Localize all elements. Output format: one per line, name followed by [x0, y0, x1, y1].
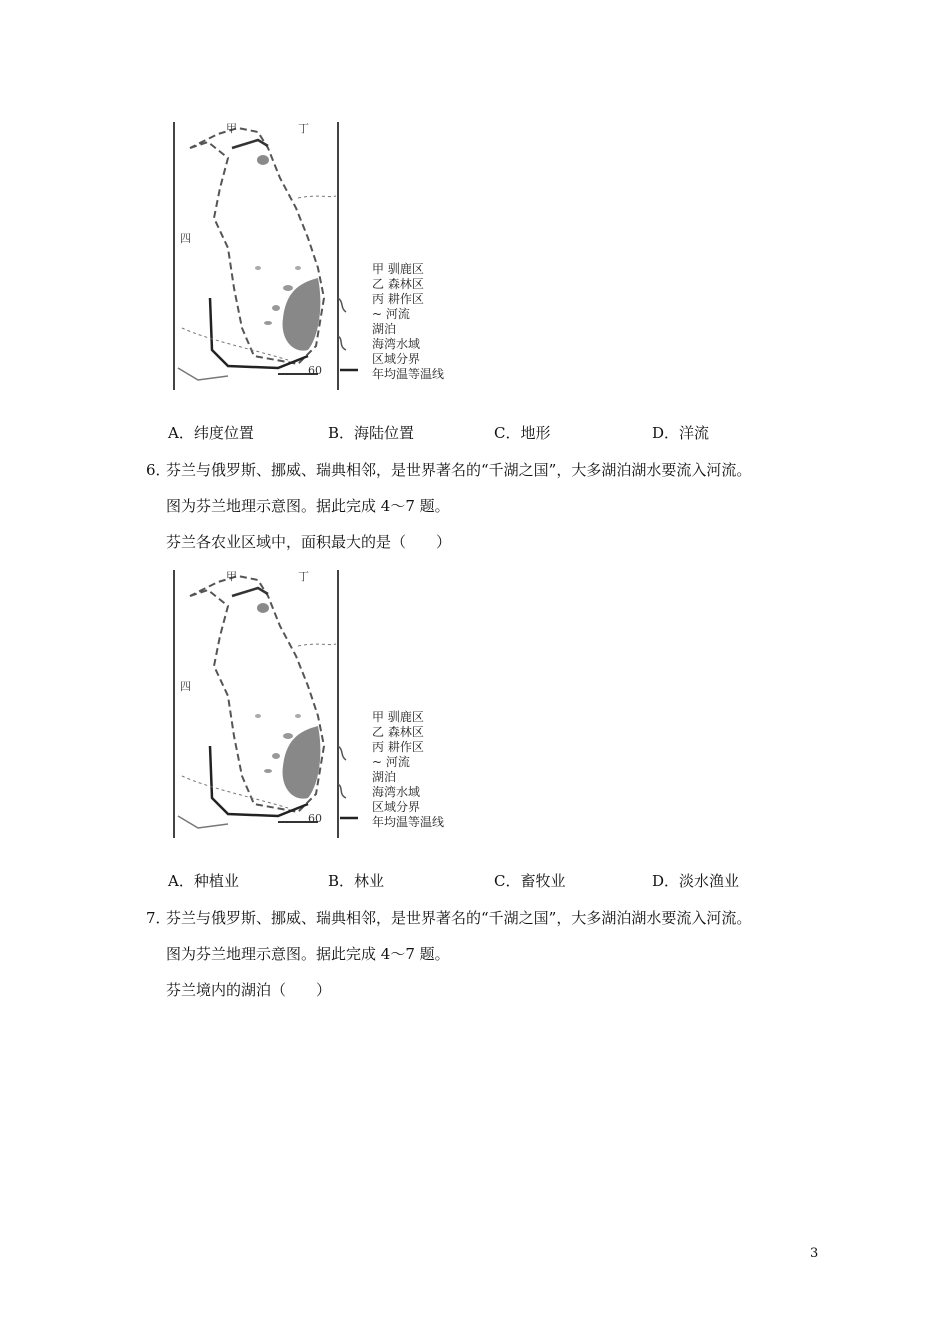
label-60: 60 — [308, 364, 322, 377]
q6-stem-line1: 芬兰与俄罗斯、挪威、瑞典相邻，是世界著名的“千湖之国”，大多湖泊湖水要流入河流。 — [166, 461, 752, 479]
label-jia: 甲 — [226, 570, 237, 583]
q7-number: 7． — [146, 909, 171, 927]
q6-option-a[interactable]: A．种植业 — [168, 872, 239, 890]
map-legend-2 — [372, 710, 444, 830]
label-ding: 丁 — [298, 122, 309, 135]
legend-item: 丙 耕作区 — [372, 740, 424, 754]
q5-option-a[interactable]: A．纬度位置 — [168, 424, 254, 442]
legend-item: 丙 耕作区 — [372, 292, 424, 306]
legend-item: 甲 驯鹿区 — [372, 710, 424, 724]
q6-number: 6． — [146, 461, 171, 479]
q7-question: 芬兰境内的湖泊（ ） — [166, 981, 332, 999]
legend-item: 乙 森林区 — [372, 277, 424, 291]
label-si: 四 — [180, 232, 191, 245]
label-jia: 甲 — [226, 122, 237, 135]
q5-option-d[interactable]: D．洋流 — [652, 424, 710, 442]
legend-item: ~ 河流 — [372, 755, 410, 769]
page-number: 3 — [810, 1246, 819, 1261]
label-60: 60 — [308, 812, 322, 825]
label-si: 四 — [180, 680, 191, 693]
q5-option-c[interactable]: C．地形 — [494, 424, 551, 442]
legend-item: 区域分界 — [372, 800, 421, 814]
legend-item: 海湾水域 — [372, 337, 421, 351]
map-legend — [372, 262, 444, 382]
legend-item: 乙 森林区 — [372, 725, 424, 739]
q6-stem-line2: 图为芬兰地理示意图。据此完成 4～7 题。 — [166, 497, 450, 515]
legend-item: 年均温等温线 — [372, 367, 445, 381]
legend-item: 年均温等温线 — [372, 815, 445, 829]
q6-option-d[interactable]: D．淡水渔业 — [652, 872, 740, 890]
legend-item: 海湾水域 — [372, 785, 421, 799]
q5-option-b[interactable]: B．海陆位置 — [328, 424, 415, 442]
legend-item: 区域分界 — [372, 352, 421, 366]
legend-item: ~ 河流 — [372, 307, 410, 321]
legend-item: 湖泊 — [372, 770, 397, 784]
finland-map-figure-2 — [168, 566, 468, 844]
q6-option-c[interactable]: C．畜牧业 — [494, 872, 566, 890]
q6-question: 芬兰各农业区域中，面积最大的是（ ） — [166, 533, 452, 551]
q6-option-b[interactable]: B．林业 — [328, 872, 385, 890]
q7-stem-line2: 图为芬兰地理示意图。据此完成 4～7 题。 — [166, 945, 450, 963]
legend-item: 湖泊 — [372, 322, 397, 336]
finland-map-figure — [168, 118, 468, 396]
q7-stem-line1: 芬兰与俄罗斯、挪威、瑞典相邻，是世界著名的“千湖之国”，大多湖泊湖水要流入河流。 — [166, 909, 752, 927]
legend-item: 甲 驯鹿区 — [372, 262, 424, 276]
label-ding: 丁 — [298, 570, 309, 583]
